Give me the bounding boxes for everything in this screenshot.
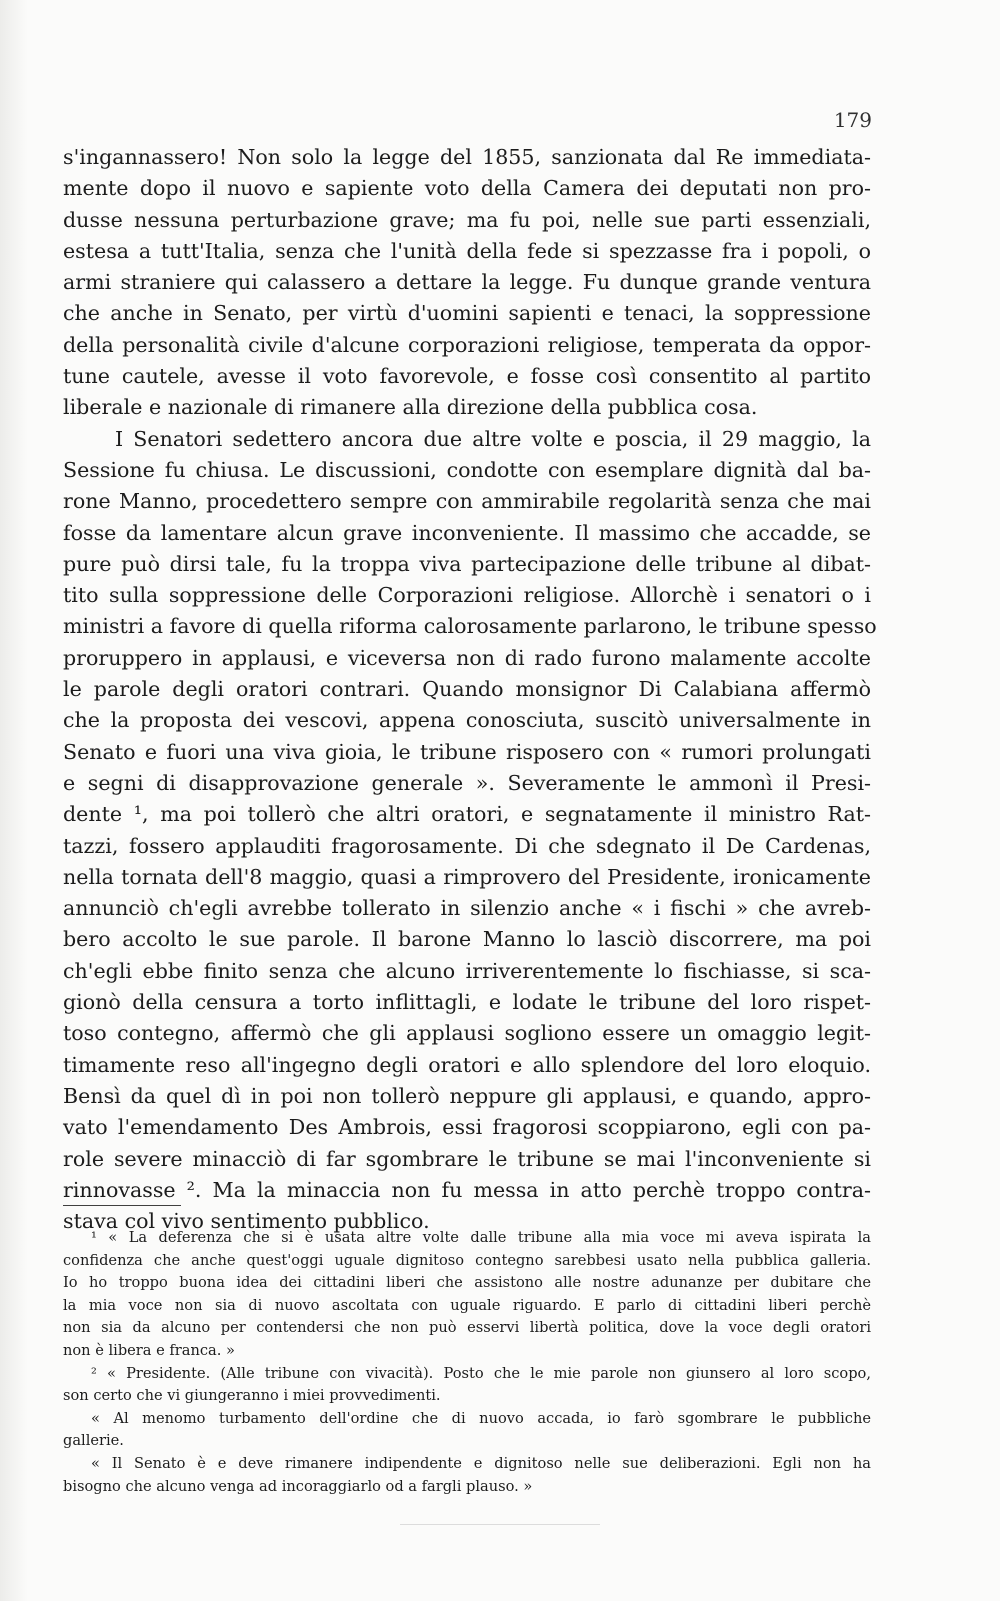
footnote-line: bisogno che alcuno venga ad incoraggiarlo od a fargli plauso. » <box>63 1477 533 1495</box>
text-line: timamente reso all'ingegno degli oratori e allo splendore del loro eloquio. <box>63 1052 871 1077</box>
footnotes <box>63 1227 871 1498</box>
text-line: toso contegno, affermò che gli applausi sogliono essere un omaggio legit- <box>63 1021 871 1046</box>
text-line: dente ¹, ma poi tollerò che altri oratori, e segnatamente il ministro Rat- <box>63 802 871 827</box>
text-line: della personalità civile d'alcune corporazioni religiose, temperata da oppor- <box>63 332 871 357</box>
footnote-line: non sia da alcuno per contendersi che non può esservi libertà politica, dove la voce degli oratori <box>63 1319 871 1337</box>
text-line: armi straniere qui calassero a dettare la legge. Fu dunque grande ventura <box>63 270 871 295</box>
page-gutter-shadow <box>0 0 28 1601</box>
text-line: Senato e fuori una viva gioia, le tribune risposero con « rumori prolungati <box>63 739 871 764</box>
text-line: ministri a favore di quella riforma calorosamente parlarono, le tribune spesso <box>63 614 877 639</box>
footnote-line: « Il Senato è e deve rimanere indipendente e dignitoso nelle sue deliberazioni. Egli non ha <box>91 1454 871 1472</box>
text-line: rone Manno, procedettero sempre con ammirabile regolarità senza che mai <box>63 489 871 514</box>
footnote-line: gallerie. <box>63 1432 124 1450</box>
page-number: 179 <box>833 108 872 132</box>
text-line: tito sulla soppressione delle Corporazioni religiose. Allorchè i senatori o i <box>63 583 871 608</box>
text-line: e segni di disapprovazione generale ». Severamente le ammonì il Presi- <box>63 770 871 795</box>
text-line: bero accolto le sue parole. Il barone Manno lo lasciò discorrere, ma poi <box>63 927 871 952</box>
text-line: Sessione fu chiusa. Le discussioni, condotte con esemplare dignità dal ba- <box>63 457 871 482</box>
text-line: nella tornata dell'8 maggio, quasi a rimprovero del Presidente, ironicamente <box>63 864 871 889</box>
text-line: tazzi, fossero applauditi fragorosamente. Di che sdegnato il De Cardenas, <box>63 833 871 858</box>
footnote-line: ¹ « La deferenza che si è usata altre volte dalle tribune alla mia voce mi aveva ispirata la <box>91 1229 871 1246</box>
text-line: estesa a tutt'Italia, senza che l'unità della fede si spezzasse fra i popoli, o <box>63 238 871 263</box>
text-line: Bensì da quel dì in poi non tollerò neppure gli applausi, e quando, appro- <box>63 1083 871 1108</box>
text-line: mente dopo il nuovo e sapiente voto della Camera dei deputati non pro- <box>63 176 871 201</box>
footnote-line: son certo che vi giungeranno i miei provvedimenti. <box>63 1387 441 1405</box>
text-line: tune cautele, avesse il voto favorevole, e fosse così consentito al partito <box>63 364 871 389</box>
text-line: gionò della censura a torto inflittagli, e lodate le tribune del loro rispet- <box>63 990 871 1015</box>
footnote-line: « Al menomo turbamento dell'ordine che di nuovo accada, io farò sgombrare le pubbliche <box>91 1409 871 1427</box>
text-line: liberale e nazionale di rimanere alla direzione della pubblica cosa. <box>63 395 758 420</box>
text-line: vato l'emendamento Des Ambrois, essi fragorosi scoppiarono, egli con pa- <box>63 1115 871 1140</box>
footnote-divider <box>63 1205 181 1206</box>
text-line: pure può dirsi tale, fu la troppa viva partecipazione delle tribune al dibat- <box>63 551 871 576</box>
footnote-line: la mia voce non sia di nuovo ascoltata con uguale riguardo. E parlo di cittadini liberi perchè <box>63 1296 871 1314</box>
text-line: role severe minacciò di far sgombrare le tribune se mai l'inconveniente si <box>63 1146 871 1171</box>
text-line: ch'egli ebbe finito senza che alcuno irriverentemente lo fischiasse, si sca- <box>63 958 871 983</box>
footnote-line: ² « Presidente. (Alle tribune con vivacità). Posto che le mie parole non giunsero al loro scopo, <box>91 1364 871 1382</box>
footnote-line: confidenza che anche quest'oggi uguale dignitoso contegno sarebbesi usato nella pubblica galleria. <box>63 1251 871 1269</box>
text-line: I Senatori sedettero ancora due altre volte e poscia, il 29 maggio, la <box>115 426 871 451</box>
text-line: s'ingannassero! Non solo la legge del 1855, sanzionata dal Re immediata- <box>63 145 871 169</box>
text-line: annunciò ch'egli avrebbe tollerato in silenzio anche « i fischi » che avreb- <box>63 896 871 921</box>
text-line: rinnovasse ². Ma la minaccia non fu messa in atto perchè troppo contra- <box>63 1177 871 1202</box>
footnote-line: non è libera e franca. » <box>63 1341 235 1359</box>
text-line: dusse nessuna perturbazione grave; ma fu poi, nelle sue parti essenziali, <box>63 207 871 232</box>
text-line: le parole degli oratori contrari. Quando monsignor Di Calabiana affermò <box>63 677 871 702</box>
text-line: fosse da lamentare alcun grave inconveniente. Il massimo che accadde, se <box>63 520 871 545</box>
text-line: stava col vivo sentimento pubblico. <box>63 1209 430 1234</box>
text-line: che la proposta dei vescovi, appena conosciuta, suscitò universalmente in <box>63 708 871 733</box>
text-line: proruppero in applausi, e viceversa non di rado furono malamente accolte <box>63 645 871 670</box>
body-text <box>63 142 877 1237</box>
footnote-line: Io ho troppo buona idea dei cittadini liberi che assistono alle nostre adunanze per dubitare che <box>63 1274 871 1292</box>
bottom-show-through-line <box>400 1524 600 1525</box>
text-line: che anche in Senato, per virtù d'uomini sapienti e tenaci, la soppressione <box>63 301 871 326</box>
